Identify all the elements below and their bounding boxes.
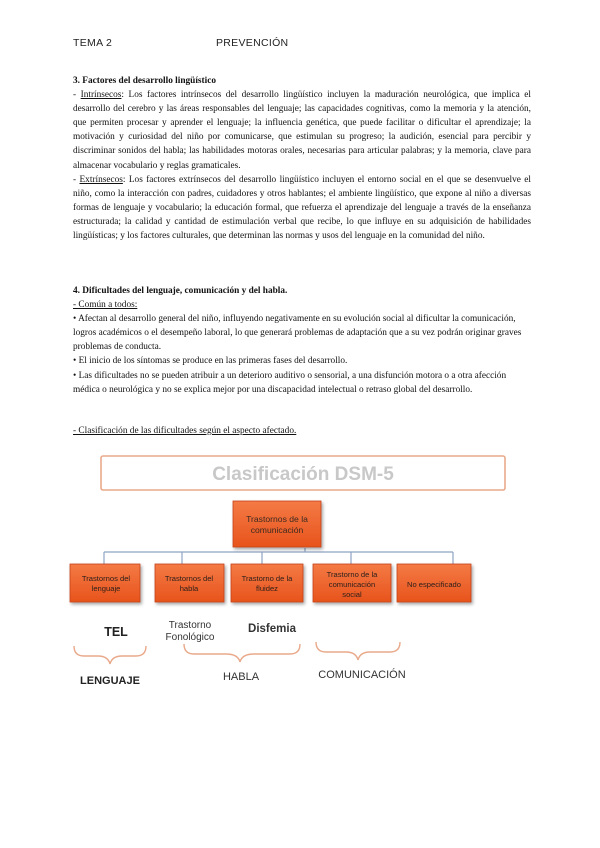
extrinsecos-prefix: -: [73, 174, 80, 185]
child-label-line: fluidez: [256, 584, 278, 593]
child-label-line: Trastornos del: [164, 574, 214, 583]
group-label-lenguaje: LENGUAJE: [80, 675, 140, 687]
brace-habla: [184, 644, 300, 662]
root-label-line: comunicación: [250, 525, 304, 535]
section-3: [73, 74, 531, 243]
child-label-line: Trastornos del: [81, 574, 131, 583]
header-title: PREVENCIÓN: [216, 37, 289, 49]
child-label-line: social: [342, 590, 362, 599]
intrinsecos-paragraph: [73, 88, 531, 173]
child-box-lenguaje: [70, 564, 140, 602]
child-label-line: comunicación: [328, 580, 376, 589]
bullet-item: • El inicio de los síntomas se produce en las primeras fases del desarrollo.: [73, 356, 348, 367]
annotation-tel: TEL: [104, 625, 128, 639]
intrinsecos-text: : Los factores intrínsecos del desarrollo lingüístico incluyen la maduración neurológica, que implica el desarrollo del cerebro y las áreas responsables del lenguaje; las capacidades cognitivas, como la memoria y la atención, que permiten procesar y aprender el lenguaje; la influencia genética, que puede facilitar o dificultar el aprendizaje; la motivación y curiosidad del niño por comunicarse, que estimulan su progreso; la audición, esencial para percibir y discriminar sonidos del habla; las habilidades motoras orales, necesarias para articular palabras; y la memoria, clave para almacenar vocabulario y reglas gramaticales.: [73, 90, 532, 171]
dsm5-diagram: [68, 448, 538, 696]
diagram-title: Clasificación DSM-5: [212, 464, 394, 485]
child-box-fluidez: [231, 564, 303, 602]
section-4: [73, 284, 531, 397]
extrinsecos-paragraph: [73, 173, 531, 243]
child-box-habla: [155, 564, 224, 602]
annotation-fonologico-line: Trastorno: [168, 620, 212, 631]
extrinsecos-term: Extrínsecos: [79, 174, 123, 185]
extrinsecos-text: : Los factores extrínsecos del desarrollo lingüístico incluyen el entorno social en el que se desenvuelve el niño, como la interacción con padres, cuidadores y otros hablantes; el ambiente lingüístico, que expone al niño a diversas formas de lenguaje y vocabulario; la educación formal, que refuerza el aprendizaje del lenguaje a través de la enseñanza estructurada; la calidad y cantidad de estimulación verbal que recibe, lo que influye en su adquisición de habilidades lingüísticas; y los factores culturales, que determinan las normas y usos del lenguaje en la comunidad del niño.: [73, 174, 531, 242]
brace-comunicacion: [316, 642, 400, 660]
group-label-comunicacion: COMUNICACIÓN: [318, 669, 406, 681]
annotation-fonologico-line: Fonológico: [165, 632, 215, 643]
classification-label: - Clasificación de las dificultades según el aspecto afectado.: [73, 426, 297, 436]
annotation-disfemia: Disfemia: [248, 623, 296, 635]
tree-connectors: [104, 548, 453, 564]
child-label-line: Trastorno de la: [241, 574, 293, 583]
group-braces: [74, 642, 400, 664]
bullet-item: • Afectan al desarrollo general del niño, influyendo negativamente en su evolución social al dificultar la comunicación, logros académicos o el desempeño laboral, lo que generará problemas de adaptación que a su vez podrán originar graves problemas de conducta.: [73, 314, 522, 353]
child-label-line: habla: [179, 584, 199, 593]
child-label-line: lenguaje: [91, 584, 121, 593]
common-label: - Común a todos:: [73, 300, 138, 311]
brace-lenguaje: [74, 646, 146, 664]
section-3-heading: 3. Factores del desarrollo lingüístico: [73, 76, 216, 86]
child-label-line: No especificado: [406, 580, 462, 589]
child-label-line: Trastorno de la: [326, 570, 378, 579]
root-box: [233, 501, 321, 547]
group-label-habla: HABLA: [222, 671, 260, 683]
intrinsecos-term: Intrínsecos: [80, 90, 122, 101]
section-4-heading: 4. Dificultades del lenguaje, comunicación y del habla.: [73, 286, 288, 296]
root-label-line: Trastornos de la: [246, 514, 308, 524]
bullet-item: • Las dificultades no se pueden atribuir a un deterioro auditivo o sensorial, a una disfunción motora o a otra afección médica o neurológica y no se explica mejor por una discapacidad intelectual o retraso global del desarrollo.: [73, 370, 507, 395]
header-topic: TEMA 2: [73, 37, 113, 49]
intrinsecos-prefix: -: [73, 90, 81, 101]
